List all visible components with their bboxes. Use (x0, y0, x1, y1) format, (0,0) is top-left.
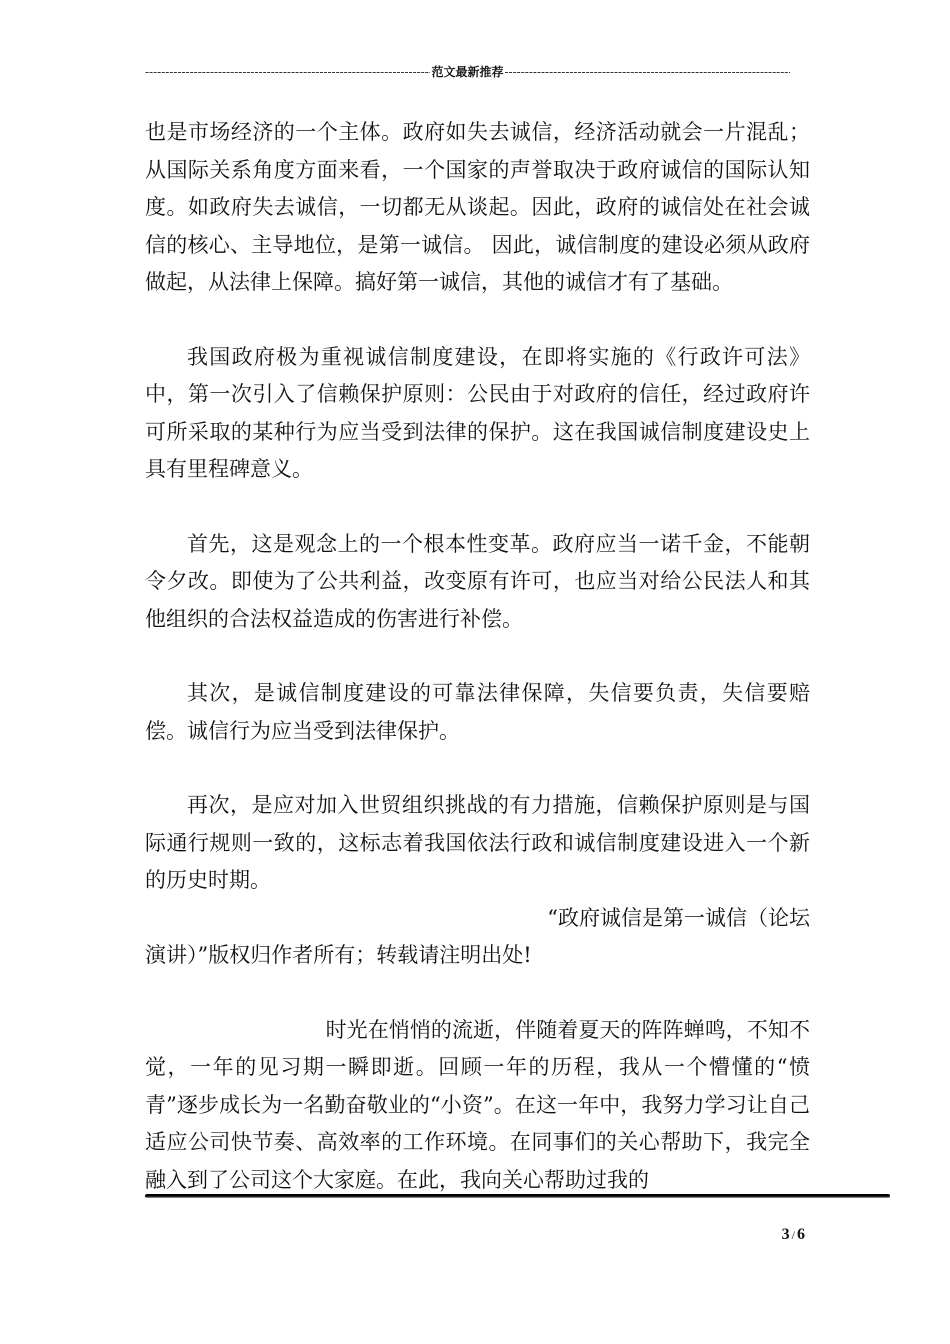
paragraph-1: 也是市场经济的一个主体。政府如失去诚信，经济活动就会一片混乱；从国际关系角度方面来看，一个国家的声誉取决于政府诚信的国际认知度。如政府失去诚信，一切都无从谈起。因此，政府的诚信处在社会诚信的核心、主导地位，是第一诚信。 因此，诚信制度的建设必须从政府做起，从法律上保障。搞好第一诚信，其他的诚信才有了基础。 (145, 120, 810, 294)
page-total: 6 (797, 1226, 805, 1243)
page-current: 3 (781, 1226, 790, 1243)
paragraph-5: 再次，是应对加入世贸组织挑战的有力措施，信赖保护原则是与国际通行规则一致的，这标志着我国依法行政和诚信制度建设进入一个新的历史时期。 (145, 793, 810, 892)
paragraph-4: 其次，是诚信制度建设的可靠法律保障，失信要负责，失信要赔偿。诚信行为应当受到法律保护。 (145, 681, 810, 743)
page-header (145, 64, 790, 80)
footer-divider (145, 1194, 890, 1198)
header-title: 范文最新推荐 (431, 65, 504, 79)
paragraph-3: 首先，这是观念上的一个根本性变革。政府应当一诺千金，不能朝令夕改。即使为了公共利益，改变原有许可，也应当对给公民法人和其他组织的合法权益造成的伤害进行补偿。 (145, 531, 810, 631)
paragraph-6: 时光在悄悄的流逝，伴随着夏天的阵阵蝉鸣，不知不觉，一年的见习期一瞬即逝。回顾一年的历程，我从一个懵懂的“愤青”逐步成长为一名勤奋敬业的“小资”。在这一年中，我努力学习让自己适应公司快节奏、高效率的工作环境。在同事们的关心帮助下，我完全融入到了公司这个大家庭。在此，我向关心帮助过我的 (145, 1017, 810, 1192)
header-dashes-left (145, 64, 430, 80)
page-separator: / (791, 1228, 795, 1242)
paragraph-2: 我国政府极为重视诚信制度建设，在即将实施的《行政许可法》中，第一次引入了信赖保护原则：公民由于对政府的信任，经过政府许可所采取的某种行为应当受到法律的保护。这在我国诚信制度建设史上具有里程碑意义。 (145, 344, 810, 481)
page-number (782, 1226, 805, 1244)
document-body (145, 114, 810, 1199)
header-dashes-right (505, 64, 790, 80)
copyright-line-1: “政府诚信是第一诚信（论坛 (547, 905, 810, 930)
copyright-line-2: 演讲）”版权归作者所有；转载请注明出处! (145, 943, 532, 967)
